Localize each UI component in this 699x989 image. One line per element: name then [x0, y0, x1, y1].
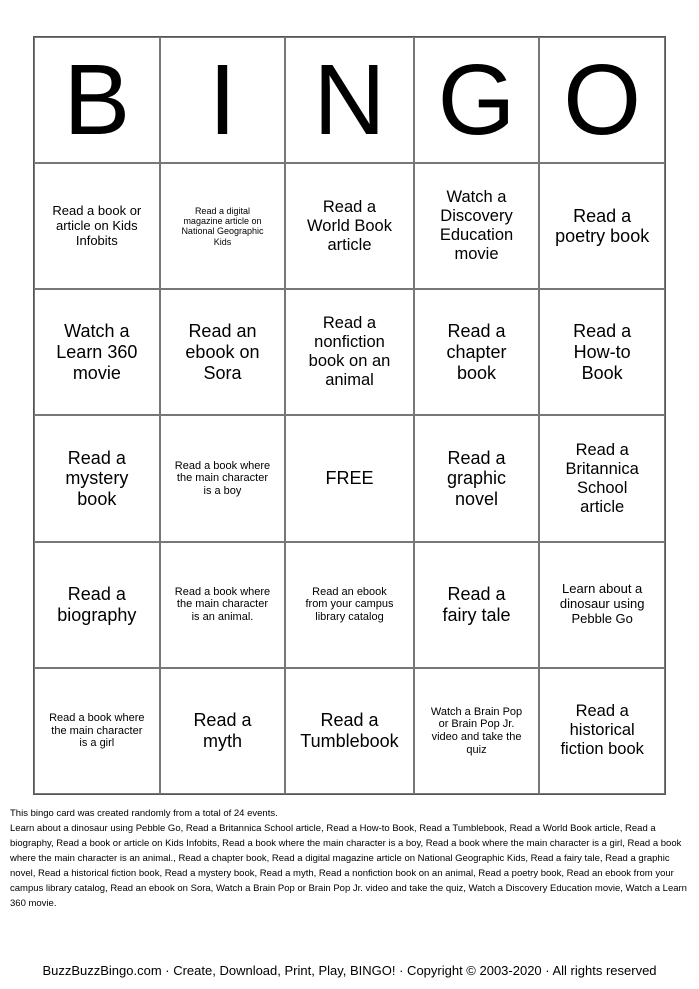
bingo-cell: Read a myth	[160, 668, 286, 794]
bingo-cell: Read a Tumblebook	[285, 668, 413, 794]
bingo-cell: Read a Britannica School article	[539, 415, 665, 541]
bingo-cell: Read an ebook on Sora	[160, 289, 286, 415]
bingo-cell: Read a World Book article	[285, 163, 413, 289]
bingo-cell: Read a book where the main character is an animal.	[160, 542, 286, 668]
bingo-card	[33, 36, 666, 795]
bingo-cell: Watch a Discovery Education movie	[414, 163, 540, 289]
bingo-cell: Read a biography	[34, 542, 160, 668]
bingo-cell: Read a chapter book	[414, 289, 540, 415]
bingo-cell: Read a How-to Book	[539, 289, 665, 415]
bingo-cell: Read a book or article on Kids Infobits	[34, 163, 160, 289]
bingo-cell: Read a mystery book	[34, 415, 160, 541]
header-letter: B	[34, 37, 160, 163]
bingo-cell: Read a digital magazine article on National Geographic Kids	[160, 163, 286, 289]
bingo-cell: Read a fairy tale	[414, 542, 540, 668]
description-events: Learn about a dinosaur using Pebble Go, Read a Britannica School article, Read a How-to Book, Read a Tumblebook, Read a World Book article, Read a biography, Read a book or article on Kids Infobits, Read a book where the main character is a boy, Read a book where the main character is a girl, Read a book where the main character is an animal., Read a chapter book, Read a digital magazine article on National Geographic Kids, Read a fairy tale, Read a graphic novel, Read a historical fiction book, Read a mystery book, Read a myth, Read a nonfiction book on an animal, Read a poetry book, Read an ebook from your campus library catalog, Read an ebook on Sora, Watch a Brain Pop or Brain Pop Jr. video and take the quiz, Watch a Discovery Education movie, Watch a Learn 360 movie.	[10, 823, 687, 909]
bingo-cell: Read a nonfiction book on an animal	[285, 289, 413, 415]
description-intro: This bingo card was created randomly from a total of 24 events.	[10, 808, 278, 819]
bingo-cell: Read a graphic novel	[414, 415, 540, 541]
header-letter: G	[414, 37, 540, 163]
bingo-cell: Watch a Learn 360 movie	[34, 289, 160, 415]
bingo-cell: Read an ebook from your campus library catalog	[285, 542, 413, 668]
bingo-cell: Learn about a dinosaur using Pebble Go	[539, 542, 665, 668]
header-letter: I	[160, 37, 286, 163]
bingo-cell: Watch a Brain Pop or Brain Pop Jr. video and take the quiz	[414, 668, 540, 794]
header-letter: O	[539, 37, 665, 163]
bingo-cell: Read a historical fiction book	[539, 668, 665, 794]
bingo-cell: Read a poetry book	[539, 163, 665, 289]
footer: BuzzBuzzBingo.com · Create, Download, Print, Play, BINGO! · Copyright © 2003-2020 · All rights reserved	[42, 963, 657, 978]
header-letter: N	[285, 37, 413, 163]
free-space: FREE	[285, 415, 413, 541]
card-description	[10, 806, 690, 911]
bingo-cell: Read a book where the main character is a girl	[34, 668, 160, 794]
bingo-cell: Read a book where the main character is a boy	[160, 415, 286, 541]
